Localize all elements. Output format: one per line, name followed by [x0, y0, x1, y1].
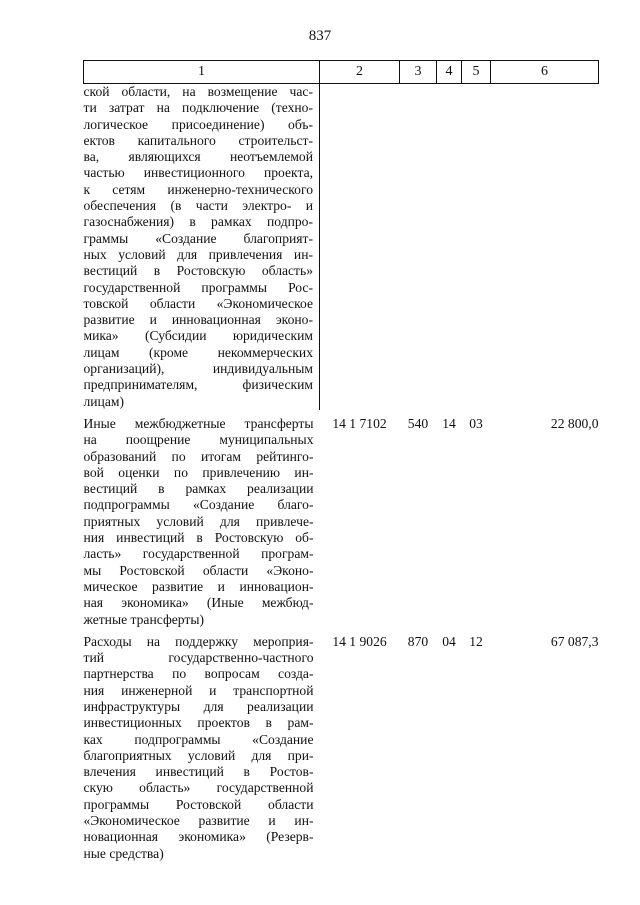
description-line: ва, являющихся неотъемлемой — [83, 149, 313, 165]
header-col-1: 1 — [84, 61, 320, 84]
description-line: логическое присоединение) объ- — [83, 116, 313, 132]
description-line: обеспечения (в части электро- и — [83, 198, 313, 214]
description-line: ных условий для привлечения ин- — [83, 246, 313, 262]
description-line: вестиций в Ростовскую область» — [83, 263, 313, 279]
description-line: ской области, на возмещение час- — [83, 84, 313, 99]
row-expense-type — [400, 84, 437, 410]
description-line: вестиций в рамках реализации — [83, 481, 314, 497]
description-line: жетные трансферты) — [83, 611, 204, 627]
row-target-article — [320, 84, 400, 410]
row-description — [84, 628, 320, 862]
description-line: тий государственно-частного — [83, 650, 314, 666]
description-line: ти затрат на подключение (техно- — [83, 100, 313, 116]
description-line: граммы «Создание благоприят- — [83, 230, 313, 246]
header-col-2: 2 — [320, 61, 400, 84]
row-target-article: 14 1 9026 — [332, 633, 387, 649]
row-description — [84, 410, 320, 628]
description-line: Расходы на поддержку мероприя- — [83, 633, 314, 649]
description-line: «Экономическое развитие и ин- — [83, 813, 314, 829]
table-row — [84, 628, 599, 862]
description-line: влечения инвестиций в Ростов- — [83, 764, 314, 780]
description-line: инфраструктуры для реализации — [83, 698, 314, 714]
row-amount — [491, 84, 599, 410]
header-col-6: 6 — [491, 61, 599, 84]
description-line: мическое развитие и инновацион- — [83, 578, 314, 594]
description-line: подпрограммы «Создание благо- — [83, 497, 314, 513]
description-line: программы Ростовской области — [83, 796, 314, 812]
description-line: Иные межбюджетные трансферты — [83, 415, 314, 431]
description-line: товской области «Экономическое — [83, 295, 313, 311]
row-subsection: 12 — [469, 633, 483, 649]
table-row — [84, 84, 599, 410]
row-amount: 22 800,0 — [550, 415, 599, 431]
header-col-5: 5 — [462, 61, 491, 84]
description-line: приятных условий для привлече- — [83, 513, 314, 529]
description-line: партнерства по вопросам созда- — [83, 666, 314, 682]
row-description — [84, 84, 320, 410]
budget-table — [83, 60, 599, 862]
description-line: образований по итогам рейтинго- — [83, 448, 314, 464]
page-number: 837 — [308, 28, 332, 44]
header-row — [84, 61, 599, 84]
row-expense-type: 540 — [407, 415, 429, 431]
description-line: государственной программы Рос- — [83, 279, 313, 295]
description-line: к сетям инженерно-технического — [83, 181, 313, 197]
description-line: ках подпрограммы «Создание — [83, 731, 314, 747]
description-line: газоснабжения) в рамках подпро- — [83, 214, 313, 230]
description-line: вой оценки по привлечению ин- — [83, 464, 314, 480]
description-line: лицам) — [83, 393, 124, 409]
description-line: ектов капитального строительст- — [83, 132, 313, 148]
description-line: ния инвестиций в Ростовскую об- — [83, 530, 314, 546]
row-section: 14 — [442, 415, 456, 431]
description-line: предпринимателям, физическим — [83, 377, 313, 393]
description-line: частью инвестиционного проекта, — [83, 165, 313, 181]
header-col-4: 4 — [437, 61, 462, 84]
row-subsection — [462, 84, 491, 410]
description-line: на поощрение муниципальных — [83, 432, 314, 448]
description-line: мы Ростовской области «Эконо- — [83, 562, 314, 578]
row-section — [437, 84, 462, 410]
description-line: новационная экономика» (Резерв- — [83, 829, 314, 845]
description-line: ные средства) — [83, 845, 164, 861]
row-amount: 67 087,3 — [550, 633, 599, 649]
row-target-article: 14 1 7102 — [332, 415, 387, 431]
description-line: мика» (Субсидии юридическим — [83, 328, 313, 344]
description-line: организаций), индивидуальным — [83, 361, 313, 377]
description-line: развитие и инновационная эконо- — [83, 312, 313, 328]
description-line: инвестиционных проектов в рам- — [83, 715, 314, 731]
description-line: лицам (кроме некоммерческих — [83, 344, 313, 360]
description-line: благоприятных условий для при- — [83, 747, 314, 763]
table-row — [84, 410, 599, 628]
description-line: скую область» государственной — [83, 780, 314, 796]
row-subsection: 03 — [469, 415, 483, 431]
description-line: ная экономика» (Иные межбюд- — [83, 595, 314, 611]
header-col-3: 3 — [400, 61, 437, 84]
row-expense-type: 870 — [407, 633, 429, 649]
description-line: ласть» государственной програм- — [83, 546, 314, 562]
description-line: ния инженерной и транспортной — [83, 682, 314, 698]
row-section: 04 — [442, 633, 456, 649]
